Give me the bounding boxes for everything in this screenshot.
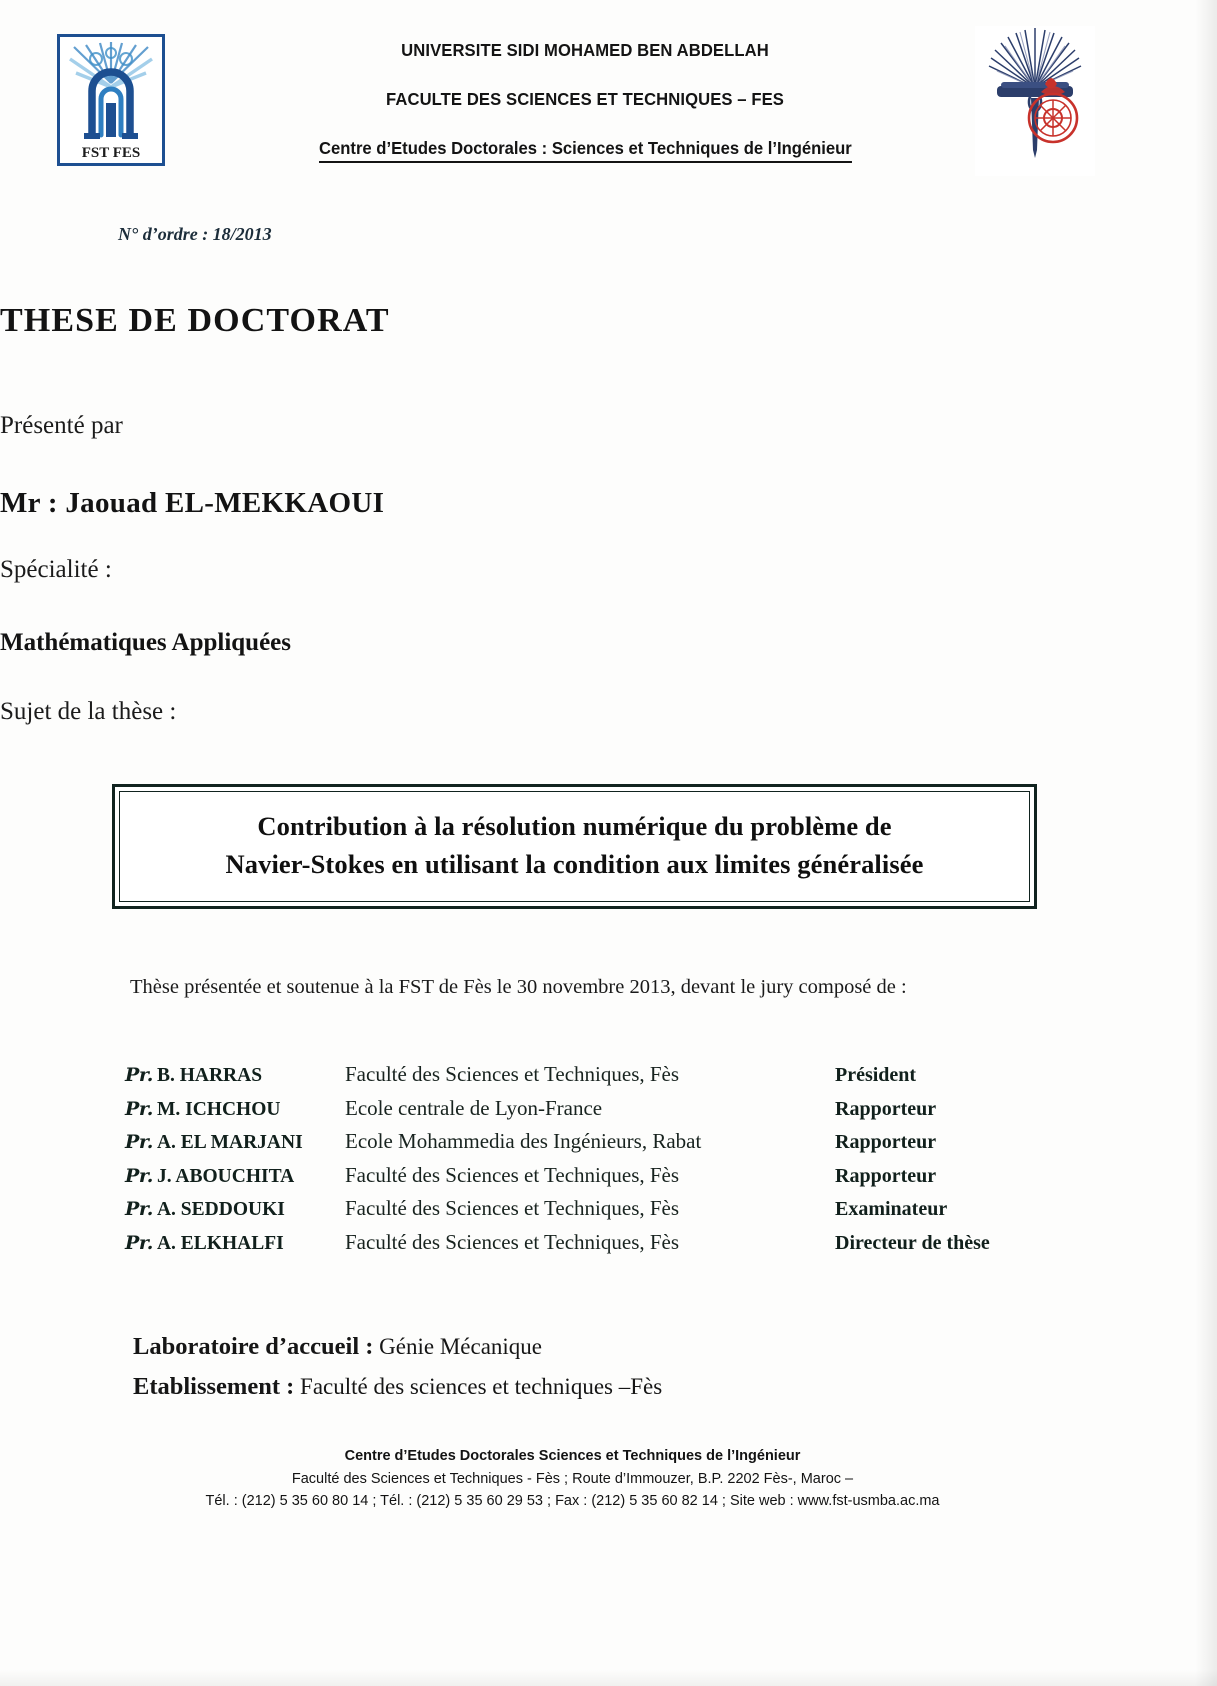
jury-member-name <box>125 1232 345 1255</box>
jury-member-role: Rapporteur <box>835 1131 937 1153</box>
jury-member-name <box>125 1165 345 1188</box>
order-number: N° d’ordre : 18/2013 <box>118 224 272 244</box>
jury-member-affiliation: Faculté des Sciences et Techniques, Fès <box>345 1162 680 1187</box>
thesis-subject-line-1: Contribution à la résolution numérique du problème de <box>257 811 892 841</box>
page-title: THESE DE DOCTORAT <box>0 302 390 339</box>
defense-statement: Thèse présentée et soutenue à la FST de Fès le 30 novembre 2013, devant le jury composé de : <box>130 976 907 998</box>
document-header <box>0 24 1217 174</box>
jury-member-role: Rapporteur <box>835 1164 937 1187</box>
jury-prefix: Pr. <box>125 1164 153 1187</box>
jury-member-label: M. ICHCHOU <box>156 1098 281 1120</box>
jury-prefix: Pr. <box>125 1131 153 1153</box>
page-footer <box>0 1448 1145 1509</box>
jury-prefix: Pr. <box>125 1064 153 1086</box>
footer-center-name: Centre d’Etudes Doctorales Sciences et Techniques de l’Ingénieur <box>344 1448 801 1464</box>
laboratory-label: Laboratoire d’accueil : <box>133 1333 374 1360</box>
jury-prefix: Pr. <box>125 1231 153 1254</box>
thesis-subject-line-2: Navier-Stokes en utilisant la condition aux limites généralisée <box>225 848 924 879</box>
fst-fes-logo-icon <box>57 34 165 166</box>
jury-member-affiliation: Faculté des Sciences et Techniques, Fès <box>345 1196 680 1220</box>
establishment-value: Faculté des sciences et techniques –Fès <box>300 1374 663 1399</box>
author-name: Mr : Jaouad EL-MEKKAOUI <box>0 487 385 519</box>
usmba-seal-graphic <box>975 26 1095 176</box>
jury-member-label: B. HARRAS <box>156 1065 263 1086</box>
table-row <box>125 1096 1125 1130</box>
university-name: UNIVERSITE SIDI MOHAMED BEN ABDELLAH <box>401 40 769 60</box>
jury-member-role: Directeur de thèse <box>835 1231 990 1254</box>
jury-member-affiliation: Ecole Mohammedia des Ingénieurs, Rabat <box>345 1129 702 1153</box>
speciality-value: Mathématiques Appliquées <box>0 629 292 656</box>
jury-member-label: A. SEDDOUKI <box>156 1199 285 1220</box>
speciality-label: Spécialité : <box>0 556 112 583</box>
faculty-name: FACULTE DES SCIENCES ET TECHNIQUES – FES <box>386 89 784 109</box>
jury-table <box>125 1062 1125 1263</box>
laboratory-block <box>133 1333 1033 1413</box>
jury-member-label: J. ABOUCHITA <box>156 1165 295 1187</box>
jury-member-affiliation: Faculté des Sciences et Techniques, Fès <box>345 1062 680 1086</box>
footer-address: Faculté des Sciences et Techniques - Fès ; Route d’Immouzer, B.P. 2202 Fès-, Maroc – <box>291 1471 854 1487</box>
thesis-subject-box-inner <box>119 791 1030 902</box>
establishment-line <box>133 1373 1033 1401</box>
table-row <box>125 1163 1125 1197</box>
table-row <box>125 1129 1125 1163</box>
jury-member-role: Examinateur <box>835 1198 948 1220</box>
header-institution-text <box>215 40 955 163</box>
fst-fes-logo-caption: FST FES <box>81 145 141 161</box>
footer-contact-info: Tél. : (212) 5 35 60 80 14 ; Tél. : (212) 5 35 60 29 53 ; Fax : (212) 5 35 60 82 14 ; Site web : www.fst-usmba.ac.ma <box>205 1493 940 1509</box>
jury-member-role: Président <box>835 1064 917 1086</box>
thesis-subject-box <box>112 784 1037 909</box>
table-row <box>125 1062 1125 1096</box>
jury-member-name <box>125 1131 345 1154</box>
jury-member-affiliation: Ecole centrale de Lyon-France <box>345 1095 603 1120</box>
subject-label: Sujet de la thèse : <box>0 698 177 725</box>
doctoral-center-name: Centre d’Etudes Doctorales : Sciences et Techniques de l’Ingénieur <box>319 138 852 163</box>
jury-prefix: Pr. <box>125 1097 153 1120</box>
table-row <box>125 1230 1125 1264</box>
fst-fes-logo-graphic <box>60 37 162 163</box>
scan-edge-shading-right <box>1195 0 1217 1686</box>
table-row <box>125 1196 1125 1230</box>
jury-member-label: A. EL MARJANI <box>156 1132 303 1153</box>
presented-by-label: Présenté par <box>0 412 123 439</box>
jury-member-label: A. ELKHALFI <box>156 1232 284 1254</box>
usmba-university-seal-icon <box>975 26 1095 176</box>
laboratory-value: Génie Mécanique <box>379 1334 543 1359</box>
scan-edge-shading-bottom <box>0 1670 1217 1686</box>
jury-member-name <box>125 1098 345 1121</box>
jury-member-name <box>125 1198 345 1221</box>
jury-member-name <box>125 1064 345 1087</box>
jury-member-affiliation: Faculté des Sciences et Techniques, Fès <box>345 1229 680 1254</box>
establishment-label: Etablissement : <box>133 1373 295 1400</box>
laboratory-line <box>133 1333 1033 1361</box>
jury-member-role: Rapporteur <box>835 1097 937 1120</box>
jury-prefix: Pr. <box>125 1198 153 1220</box>
